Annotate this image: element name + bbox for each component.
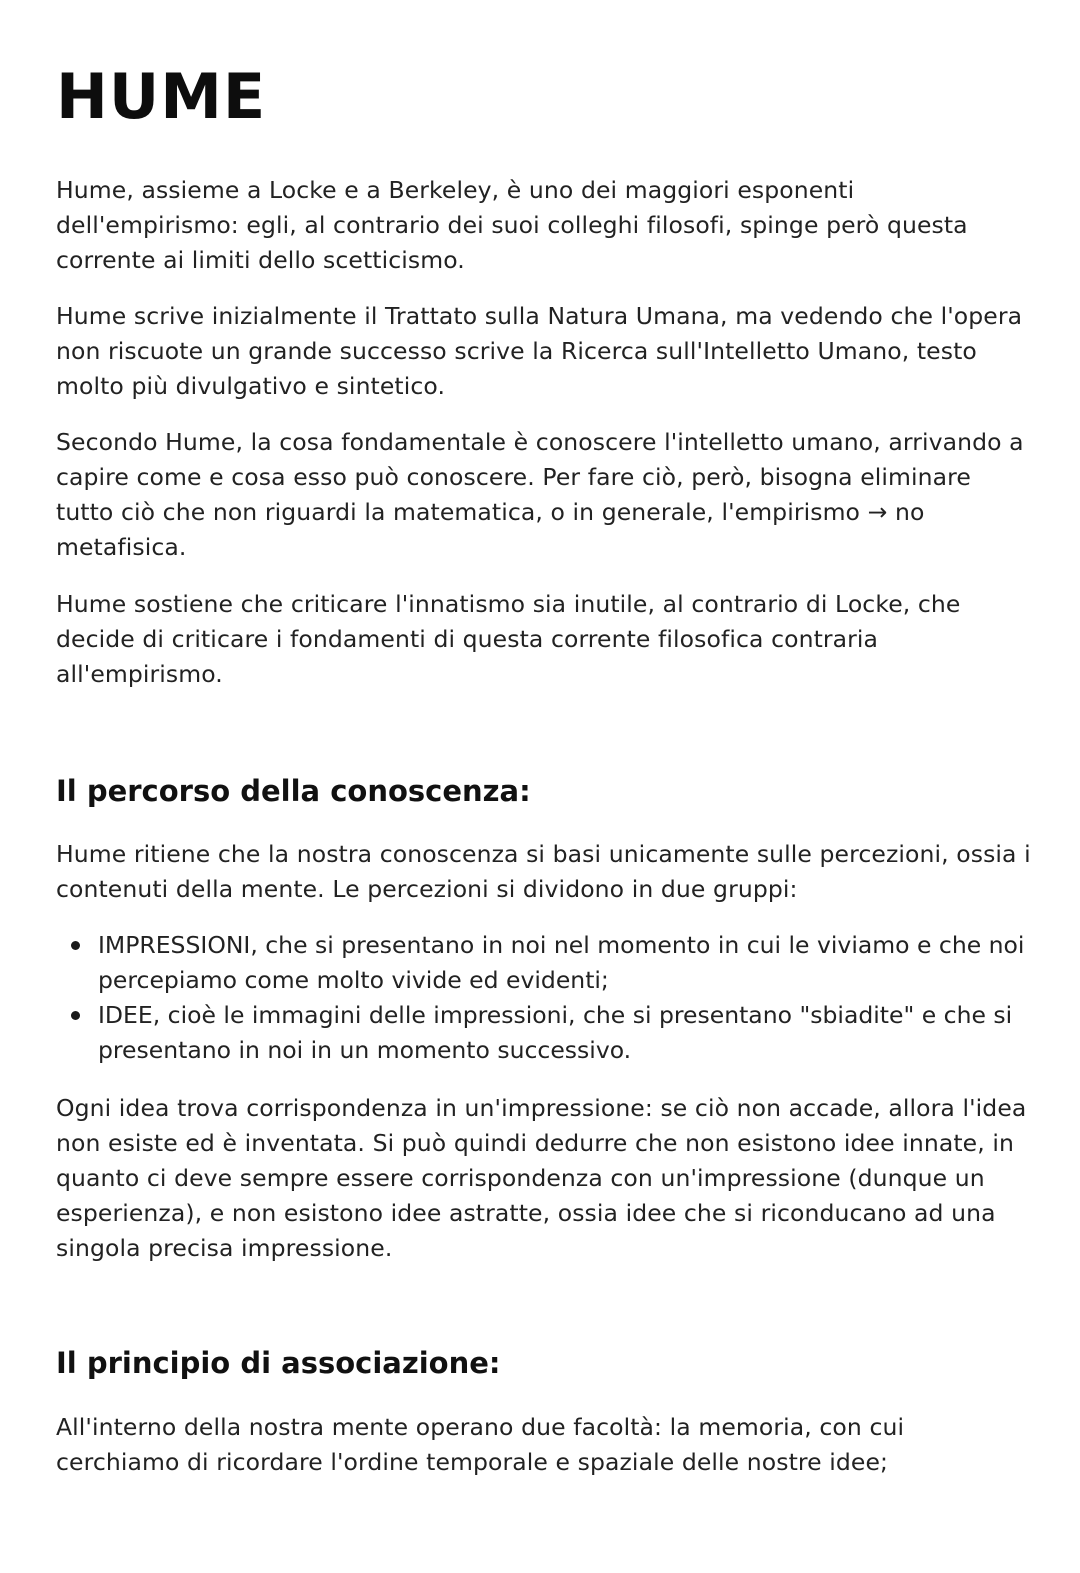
knowledge-intro-paragraph: Hume ritiene che la nostra conoscenza si basi unicamente sulle percezioni, ossia i contenuti della mente. Le percezioni si dividono in due gruppi:: [56, 840, 1031, 903]
association-paragraph: All'interno della nostra mente operano due facoltà: la memoria, con cui cerchiamo di ricordare l'ordine temporale e spaziale delle nostre idee;: [56, 1413, 905, 1476]
section-heading-association: Il principio di associazione:: [56, 1346, 501, 1380]
bullet-dot-icon: [71, 941, 80, 950]
intro-paragraph-2: Hume scrive inizialmente il Trattato sulla Natura Umana, ma vedendo che l'opera non riscuote un grande successo scrive la Ricerca sull'Intelletto Umano, testo molto più divulgativo e sintetico.: [56, 302, 1023, 400]
page-title: HUME: [56, 60, 267, 133]
bullet-ideas: [56, 998, 1031, 1068]
bullet-impressions: [56, 928, 1031, 998]
bullet-impressions-text: IMPRESSIONI, che si presentano in noi nel momento in cui le viviamo e che noi percepiamo come molto vivide ed evidenti;: [98, 931, 1025, 994]
bullet-ideas-text: IDEE, cioè le immagini delle impressioni, che si presentano "sbiadite" e che si presentano in noi in un momento successivo.: [98, 1001, 1013, 1064]
intro-paragraph-1: Hume, assieme a Locke e a Berkeley, è uno dei maggiori esponenti dell'empirismo: egli, al contrario dei suoi colleghi filosofi, spinge però questa corrente ai limiti dello scetticismo.: [56, 176, 968, 274]
perceptions-bullet-list: [56, 928, 1031, 1068]
knowledge-closing-paragraph: Ogni idea trova corrispondenza in un'impressione: se ciò non accade, allora l'idea non esiste ed è inventata. Si può quindi dedurre che non esistono idee innate, in quanto ci deve sempre essere corrispondenza con un'impressione (dunque un esperienza), e non esistono idee astratte, ossia idee che si riconducano ad una singola precisa impressione.: [56, 1094, 1027, 1262]
intro-paragraph-4: Hume sostiene che criticare l'innatismo sia inutile, al contrario di Locke, che decide di criticare i fondamenti di questa corrente filosofica contraria all'empirismo.: [56, 590, 961, 688]
intro-paragraph-3: Secondo Hume, la cosa fondamentale è conoscere l'intelletto umano, arrivando a capire come e cosa esso può conoscere. Per fare ciò, però, bisogna eliminare tutto ciò che non riguardi la matematica, o in generale, l'empirismo → no metafisica.: [56, 428, 1024, 561]
bullet-dot-icon: [71, 1011, 80, 1020]
section-heading-knowledge: Il percorso della conoscenza:: [56, 774, 531, 808]
